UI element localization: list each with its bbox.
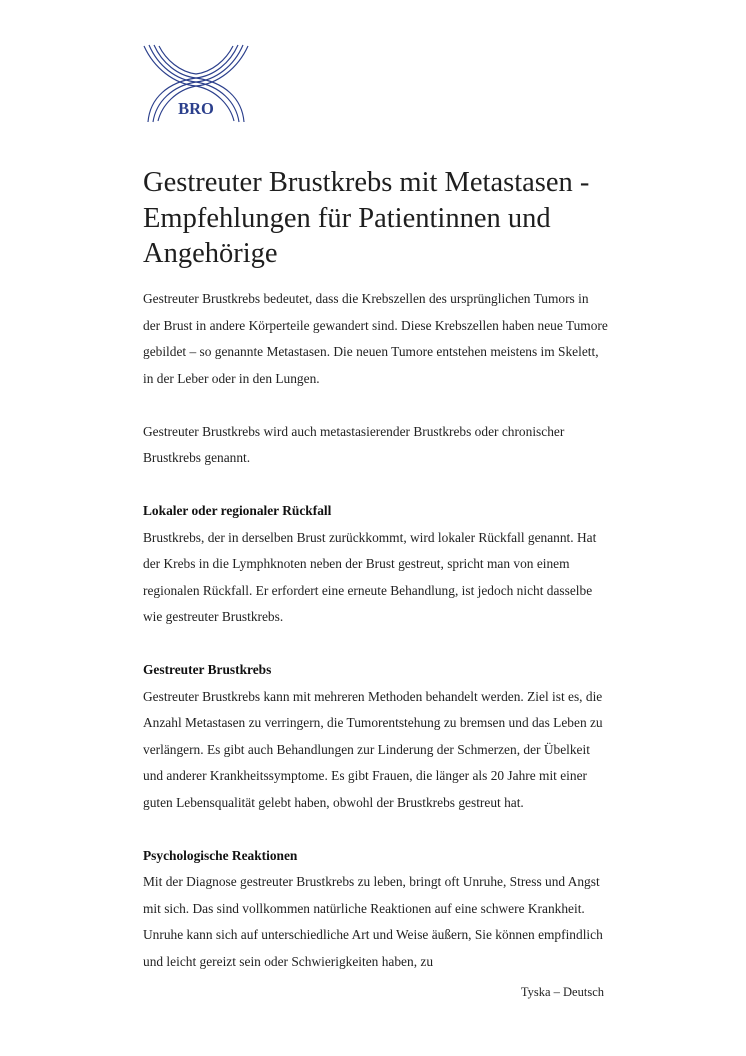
footer-language-label: Tyska – Deutsch	[520, 985, 604, 999]
intro-paragraph-2: Gestreuter Brustkrebs wird auch metastasierender Brustkrebs oder chronischer Brustkrebs genannt.	[143, 423, 565, 465]
section-text-metastatic: Gestreuter Brustkrebs kann mit mehreren Methoden behandelt werden. Ziel ist es, die Anzahl Metastasen zu verringern, die Tumorentstehung zu bremsen und das Leben zu verlängern. Es gibt auch Behandlungen zur Linderung der Schmerzen, der Übelkeit und anderer Krankheitssymptome. Es gibt Frauen, die länger als 20 Jahre mit einer guten Lebensqualität gelebt haben, obwohl der Brustkrebs gestreut hat.	[143, 688, 603, 810]
section-heading-metastatic: Gestreuter Brustkrebs	[143, 662, 272, 677]
intro-paragraph-1: Gestreuter Brustkrebs bedeutet, dass die Krebszellen des ursprünglichen Tumors in der Brust in andere Körperteile gewandert sind. Diese Krebszellen haben neue Tumore gebildet – so genannte Metastasen. Die neuen Tumore entstehen meistens im Skelett, in der Leber oder in den Lungen.	[143, 291, 608, 386]
logo-text: BRO	[178, 99, 214, 118]
section-heading-local-relapse: Lokaler oder regionaler Rückfall	[143, 503, 332, 518]
section-text-psychological: Mit der Diagnose gestreuter Brustkrebs zu leben, bringt oft Unruhe, Stress und Angst mit sich. Das sind vollkommen natürliche Reaktionen auf eine schwere Krankheit. Unruhe kann sich auf unterschiedliche Art und Weise äußern, Sie können empfindlich und leicht gereizt sein oder Schwierigkeiten haben, zu	[143, 874, 603, 969]
section-text-local-relapse: Brustkrebs, der in derselben Brust zurückkommt, wird lokaler Rückfall genannt. Hat der Krebs in die Lymphknoten neben der Brust gestreut, spricht man von einem regionalen Rückfall. Er erfordert eine erneute Behandlung, ist jedoch nicht dasselbe wie gestreuter Brustkrebs.	[143, 529, 597, 624]
bro-logo	[140, 42, 252, 124]
page-title: Gestreuter Brustkrebs mit Metastasen - Empfehlungen für Patientinnen und Angehörige	[143, 167, 590, 269]
document-body	[143, 286, 608, 975]
section-heading-psychological: Psychologische Reaktionen	[143, 847, 298, 863]
